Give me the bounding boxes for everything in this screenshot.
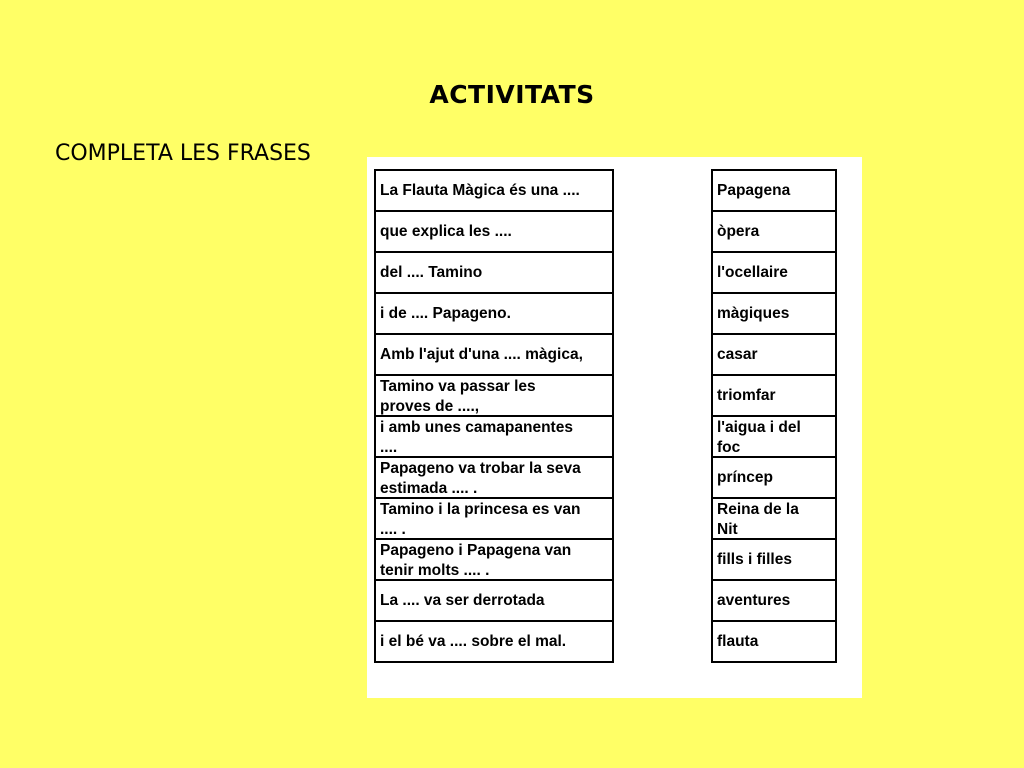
answer-cell: casar — [713, 335, 835, 376]
exercise-panel — [367, 157, 862, 698]
sentence-cell: i el bé va .... sobre el mal. — [376, 622, 612, 663]
sentence-cell: La .... va ser derrotada — [376, 581, 612, 622]
answer-cell: príncep — [713, 458, 835, 499]
sentence-cell: Tamino va passar les proves de ...., — [376, 376, 612, 417]
answer-cell: fills i filles — [713, 540, 835, 581]
sentence-cell: que explica les .... — [376, 212, 612, 253]
answer-cell: triomfar — [713, 376, 835, 417]
page-title: ACTIVITATS — [429, 80, 595, 109]
sentence-cell: Amb l'ajut d'una .... màgica, — [376, 335, 612, 376]
answer-column — [711, 169, 837, 663]
answer-cell: aventures — [713, 581, 835, 622]
sentence-cell: La Flauta Màgica és una .... — [376, 171, 612, 212]
answer-cell: Reina de la Nit — [713, 499, 835, 540]
sentence-column — [374, 169, 614, 663]
sentence-cell: del .... Tamino — [376, 253, 612, 294]
sentence-cell: i amb unes camapanentes .... — [376, 417, 612, 458]
answer-cell: Papagena — [713, 171, 835, 212]
answer-cell: òpera — [713, 212, 835, 253]
sentence-cell: Papageno i Papagena van tenir molts .... . — [376, 540, 612, 581]
sentence-cell: Tamino i la princesa es van .... . — [376, 499, 612, 540]
answer-cell: l'aigua i del foc — [713, 417, 835, 458]
answer-cell: màgiques — [713, 294, 835, 335]
answer-cell: flauta — [713, 622, 835, 663]
sentence-cell: Papageno va trobar la seva estimada .... . — [376, 458, 612, 499]
sentence-cell: i de .... Papageno. — [376, 294, 612, 335]
answer-cell: l'ocellaire — [713, 253, 835, 294]
instruction-heading: COMPLETA LES FRASES — [55, 141, 311, 166]
